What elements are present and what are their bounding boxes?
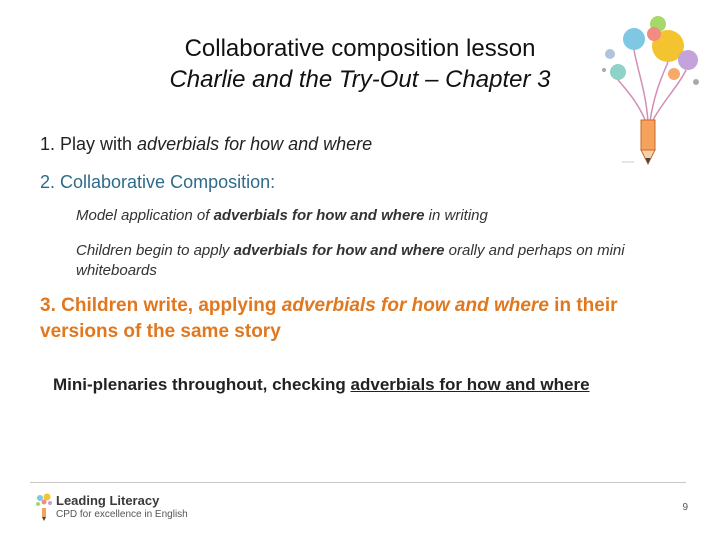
footer-tagline: CPD for excellence in English <box>56 509 188 520</box>
agenda-item-2: 2. Collaborative Composition: <box>40 172 276 192</box>
page-subtitle: Charlie and the Try-Out – Chapter 3 <box>169 66 551 93</box>
agenda-item-3-suffix: in their versions of the same story <box>40 295 618 342</box>
subitem-children-suffix: orally and perhaps on mini whiteboards <box>76 242 625 279</box>
subitem-model-prefix: Model application of <box>76 207 214 224</box>
footer-brand-name: Leading Literacy <box>56 493 160 508</box>
agenda-item-1-emphasis: adverbials for how and where <box>137 134 373 154</box>
agenda-item-3 <box>40 293 660 345</box>
subitem-children-bold: adverbials for how and where <box>233 242 445 259</box>
pencil-tree-logo-icon <box>598 12 708 168</box>
plenaries-prefix: Mini-plenaries throughout, checking <box>53 375 351 394</box>
subitem-model-bold: adverbials for how and where <box>213 207 425 224</box>
footer-divider <box>30 482 686 483</box>
leading-literacy-logo-icon <box>34 492 54 522</box>
footer-brand <box>34 490 234 526</box>
plenaries-underlined: adverbials for how and where <box>350 375 590 394</box>
agenda-subitem-children <box>76 241 686 281</box>
page-number: 9 <box>682 502 688 513</box>
agenda-subitem-model <box>76 206 488 226</box>
subitem-model-suffix: in writing <box>424 207 488 224</box>
mini-plenaries-note <box>53 373 590 397</box>
agenda-item-1-prefix: 1. Play with <box>40 134 138 154</box>
agenda-item-3-emphasis: adverbials for how and where <box>281 295 549 316</box>
agenda-item-1 <box>40 133 372 155</box>
title-block <box>100 34 620 96</box>
page-title: Collaborative composition lesson <box>184 35 536 62</box>
agenda-item-3-prefix: 3. Children write, applying <box>40 295 282 316</box>
subitem-children-prefix: Children begin to apply <box>76 242 234 259</box>
